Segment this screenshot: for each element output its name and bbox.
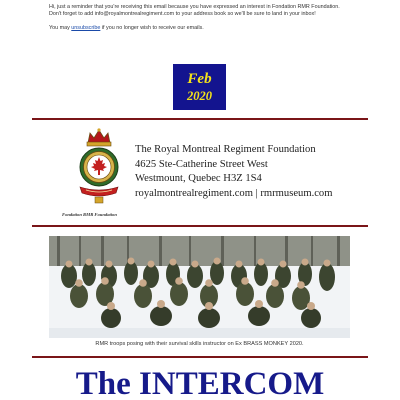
intro-text bbox=[49, 4, 349, 32]
unsubscribe-prefix: You may bbox=[49, 24, 72, 31]
foundation-address-block bbox=[135, 143, 332, 201]
top-divider bbox=[32, 118, 368, 120]
bottom-divider bbox=[32, 356, 368, 358]
issue-date-badge bbox=[173, 64, 226, 110]
issue-month: Feb bbox=[187, 70, 212, 87]
foundation-websites[interactable]: royalmontrealregiment.com | rmrmuseum.com bbox=[135, 187, 333, 199]
unsubscribe-paragraph bbox=[49, 25, 349, 32]
foundation-street: 4625 Ste-Catherine Street West bbox=[135, 158, 268, 170]
newsletter-title: The INTERCOM bbox=[75, 366, 325, 400]
foundation-name: The Royal Montreal Regiment Foundation bbox=[135, 144, 316, 155]
unsubscribe-suffix: if you no longer wish to receive our emails. bbox=[100, 24, 204, 31]
middle-divider bbox=[32, 225, 368, 227]
foundation-city: Westmount, Quebec H3Z 1S4 bbox=[135, 173, 262, 185]
group-photo bbox=[49, 236, 350, 338]
reminder-paragraph: Hi, just a reminder that you're receiving this email because you have expressed an interest in Fondation RMR Foundation. Don't forget to add info@royalmontrealregiment.com to your address book so we'll be sure to land in your inbox! bbox=[49, 4, 340, 18]
regimental-crest-icon bbox=[76, 127, 122, 207]
crest-caption: Fondation RMR Foundation bbox=[62, 212, 117, 217]
issue-year: 2020 bbox=[187, 88, 212, 103]
unsubscribe-link[interactable]: unsubscribe bbox=[71, 24, 101, 31]
photo-caption: RMR troops posing with their survival skills instructor on Ex BRASS MONKEY 2020. bbox=[95, 341, 304, 347]
